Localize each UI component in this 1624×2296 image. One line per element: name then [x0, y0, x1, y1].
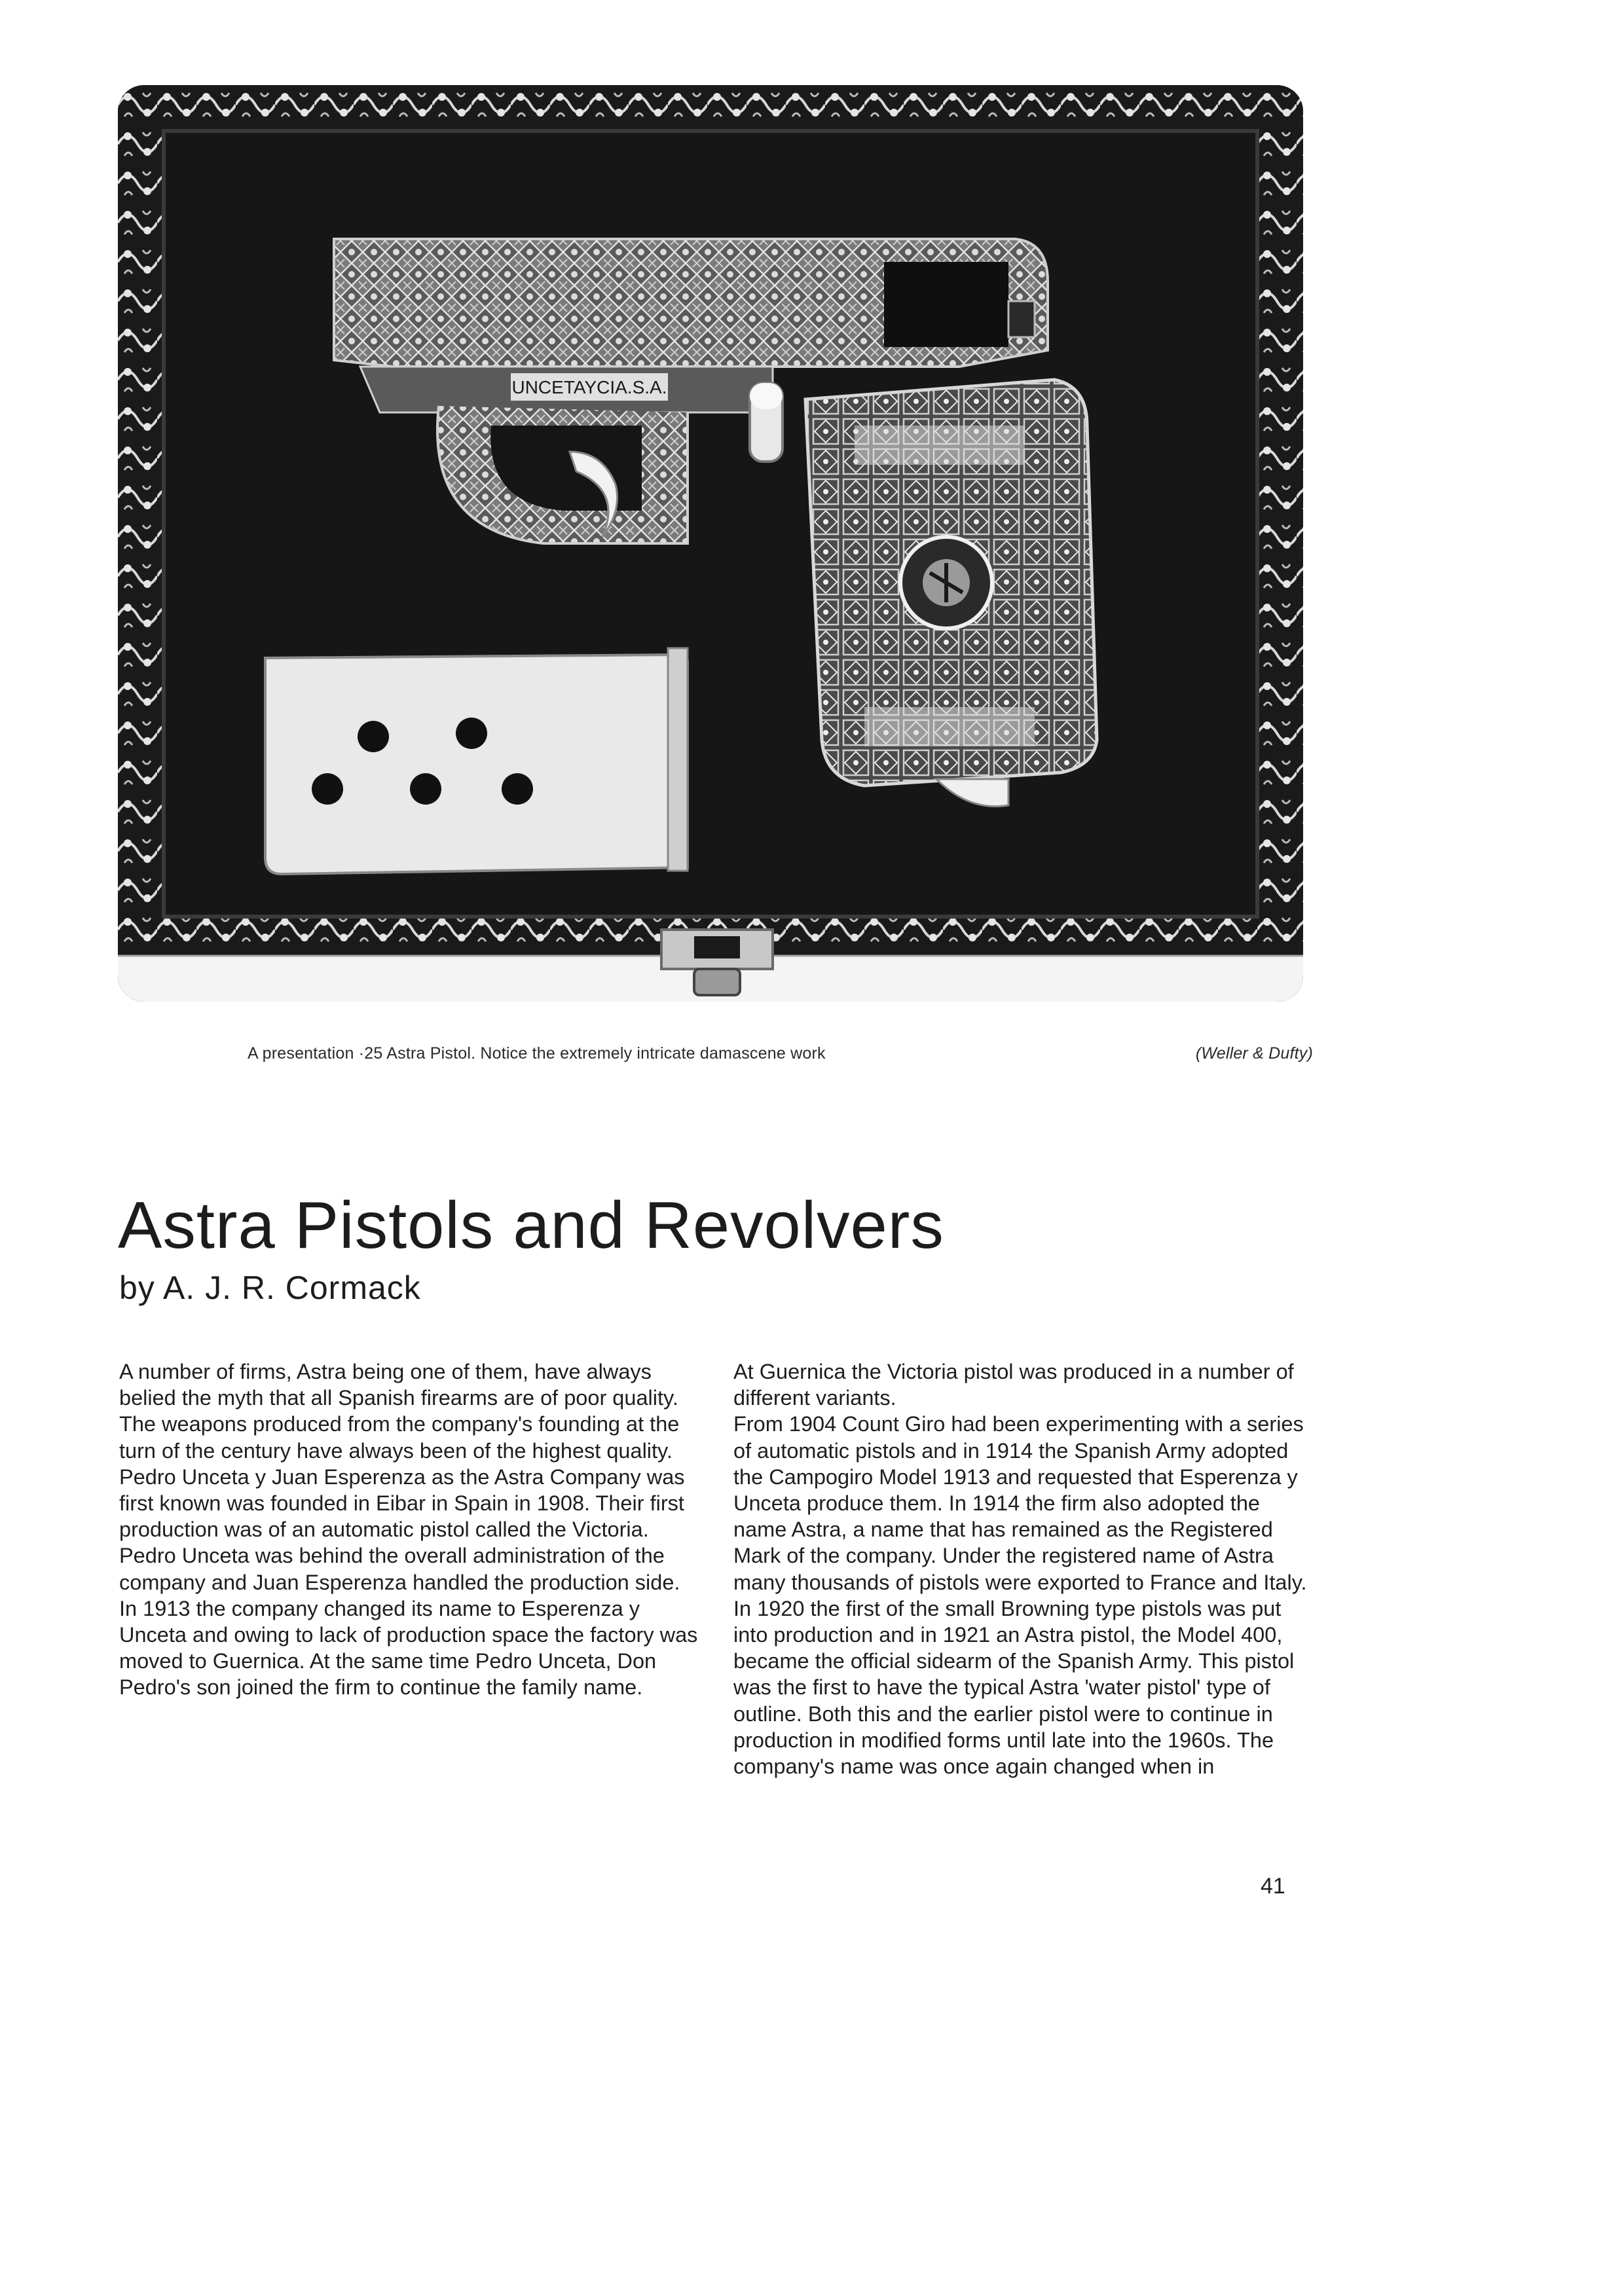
page-number: 41 — [1261, 1874, 1285, 1899]
paragraph: In 1913 the company changed its name to Esperenza y Unceta and owing to lack of production space the factory was moved to Guernica. At the same time Pedro Unceta, Don Pedro's son joined the firm to continue the family name. — [119, 1596, 698, 1700]
article-right-column — [733, 1358, 1316, 1779]
photo-caption: A presentation ·25 Astra Pistol. Notice the extremely intricate damascene work — [248, 1044, 826, 1063]
article-title: Astra Pistols and Revolvers — [118, 1189, 944, 1262]
paragraph: From 1904 Count Giro had been experimenting with a series of automatic pistols and in 1914 the Spanish Army adopted the Campogiro Model 1913 and requested that Esperenza y Unceta produce them. In 1914 the firm also adopted the name Astra, a name that has remained as the Registered Mark of the company. Under the registered name of Astra many thousands of pistols were exported to France and Italy. In 1920 the first of the small Browning type pistols was put into production and in 1921 an Astra pistol, the Model 400, became the official sidearm of the Spanish Army. This pistol was the first to have the typical Astra 'water pistol' type of outline. Both this and the earlier pistol were to continue in production in modified forms until late into the 1960s. The company's name was once again changed when in — [733, 1412, 1307, 1779]
paragraph: A number of firms, Astra being one of them, have always belied the myth that all Spanish firearms are of poor quality. The weapons produced from the company's founding at the turn of the century have always been of the highest quality. — [119, 1360, 680, 1463]
article-left-column — [119, 1358, 702, 1701]
article-byline: by A. J. R. Cormack — [119, 1269, 421, 1306]
presentation-pistol-photo — [118, 85, 1303, 1002]
paragraph: Pedro Unceta y Juan Esperenza as the Astra Company was first known was founded in Eibar in Spain in 1908. Their first production was of an automatic pistol called the Victoria. Pedro Unceta was behind the overall administration of the company and Juan Esperenza handled the production side. — [119, 1465, 685, 1594]
paragraph: At Guernica the Victoria pistol was produced in a number of different variants. — [733, 1360, 1294, 1410]
photo-credit: (Weller & Dufty) — [1195, 1044, 1313, 1063]
engraving-text: UNCETAYCIA.S.A. — [511, 377, 667, 397]
